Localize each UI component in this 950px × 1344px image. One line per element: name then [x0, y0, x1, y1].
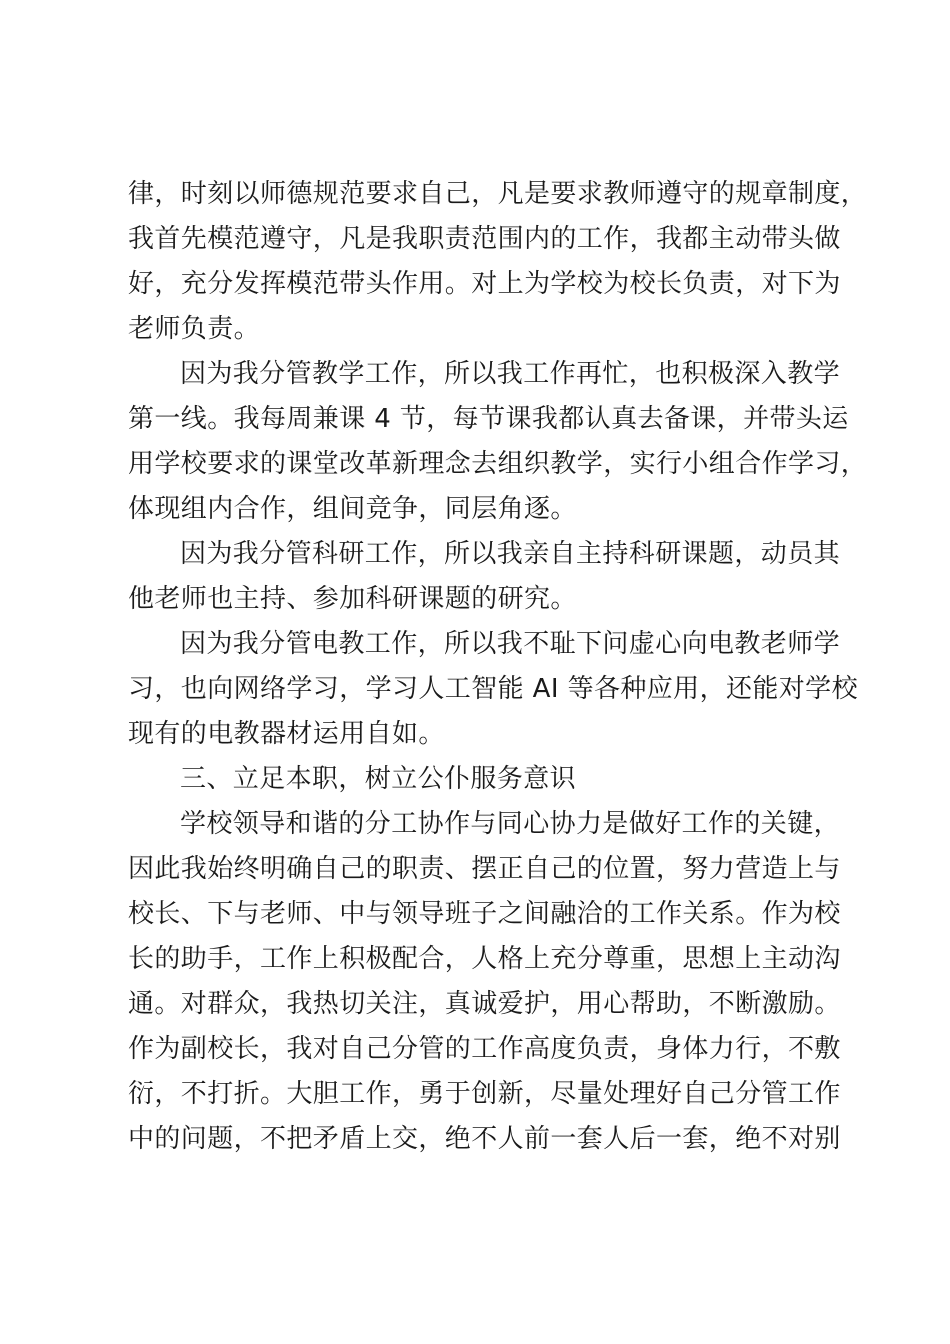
text-line: 衍，不打折。大胆工作，勇于创新，尽量处理好自己分管工作 [128, 1079, 841, 1109]
paragraph-first-line: 因为我分管电教工作，所以我不耻下问虚心向电教老师学 [180, 629, 841, 659]
section-heading: 三、立足本职，树立公仆服务意识 [180, 764, 577, 794]
text-line: 校长、下与老师、中与领导班子之间融洽的工作关系。作为校 [128, 899, 841, 929]
text-line: 习，也向网络学习，学习人工智能 AI 等各种应用，还能对学校 [128, 674, 858, 704]
text-line: 作为副校长，我对自己分管的工作高度负责，身体力行，不敷 [128, 1034, 841, 1064]
text-line: 第一线。我每周兼课 4 节，每节课我都认真去备课，并带头运 [128, 404, 849, 434]
text-line: 好，充分发挥模范带头作用。对上为学校为校长负责，对下为 [128, 269, 841, 299]
text-line: 因此我始终明确自己的职责、摆正自己的位置，努力营造上与 [128, 854, 841, 884]
paragraph-first-line: 因为我分管教学工作，所以我工作再忙，也积极深入教学 [180, 359, 841, 389]
body-text [128, 172, 868, 1162]
text-line: 现有的电教器材运用自如。 [128, 719, 445, 749]
text-line: 老师负责。 [128, 314, 261, 344]
text-line: 我首先模范遵守，凡是我职责范围内的工作，我都主动带头做 [128, 224, 841, 254]
text-line: 通。对群众，我热切关注，真诚爱护，用心帮助，不断激励。 [128, 989, 841, 1019]
text-line: 他老师也主持、参加科研课题的研究。 [128, 584, 577, 614]
text-line: 用学校要求的课堂改革新理念去组织教学，实行小组合作学习， [128, 449, 868, 479]
paragraph-first-line: 因为我分管科研工作，所以我亲自主持科研课题，动员其 [180, 539, 841, 569]
paragraph-first-line: 学校领导和谐的分工协作与同心协力是做好工作的关键， [180, 809, 841, 839]
text-line: 体现组内合作，组间竞争，同层角逐。 [128, 494, 577, 524]
text-line: 中的问题，不把矛盾上交，绝不人前一套人后一套，绝不对别 [128, 1124, 841, 1154]
text-line: 长的助手，工作上积极配合，人格上充分尊重，思想上主动沟 [128, 944, 841, 974]
text-line: 律，时刻以师德规范要求自己，凡是要求教师遵守的规章制度， [128, 179, 868, 209]
